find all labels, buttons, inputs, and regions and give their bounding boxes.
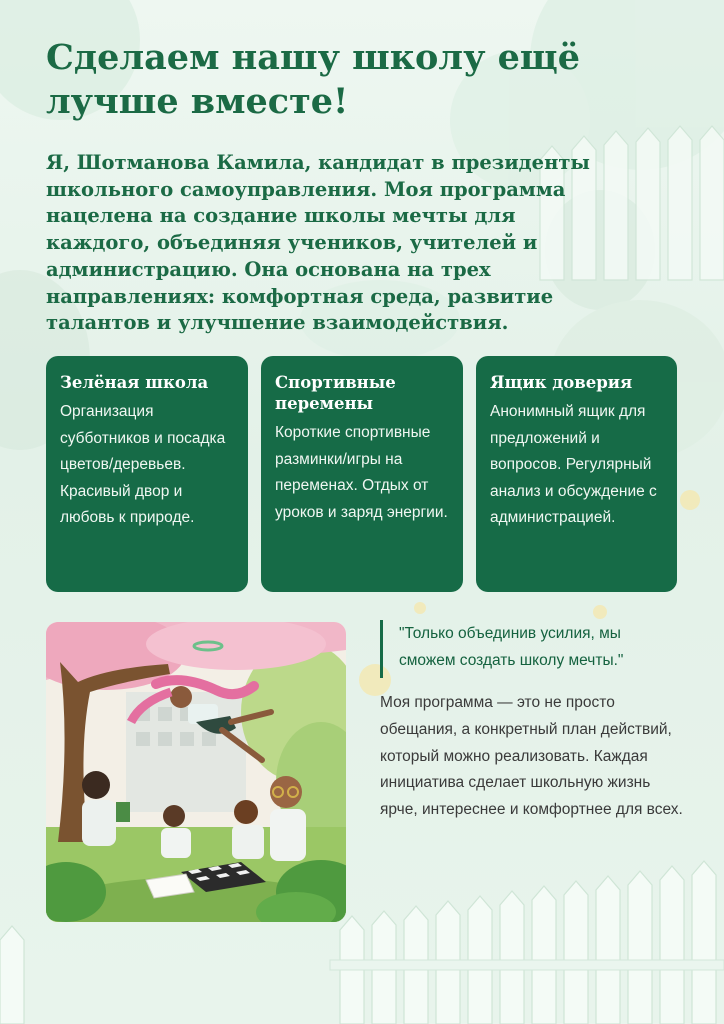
card-title: Ящик доверия [490, 373, 633, 392]
quote-text: "Только объединив усилия, мы сможем создать школу мечты." [399, 625, 624, 669]
card-title: Спортивные перемены [275, 373, 396, 413]
card-title: Зелёная школа [60, 373, 209, 392]
students-under-tree-illustration [46, 622, 346, 922]
quote-block [380, 620, 680, 678]
card-text: Организация субботников и посадка цветов/деревьев. Красивый двор и любовь к природе. [60, 403, 226, 526]
card-text: Анонимный ящик для предложений и вопросов. Регулярный анализ и обсуждение с администрацией. [490, 403, 657, 526]
card-green-school [46, 356, 248, 592]
page-title: Сделаем нашу школу ещё лучше вместе! [46, 37, 581, 122]
program-summary: Моя программа — это не просто обещания, а конкретный план действий, который можно реализовать. Каждая инициатива сделает школьную жизнь ярче, интереснее и комфортнее для всех. [380, 694, 683, 819]
card-trust-box [476, 356, 677, 592]
card-text: Короткие спортивные разминки/игры на переменах. Отдых от уроков и заряд энергии. [275, 424, 448, 521]
intro-paragraph: Я, Шотманова Камила, кандидат в президенты школьного самоуправления. Моя программа нацелена на создание школы мечты для каждого, объединяя учеников, учителей и администрацию. Она основана на трех направлениях: комфортная среда, развитие талантов и улучшение взаимодействия. [46, 151, 590, 335]
card-sport-breaks [261, 356, 463, 592]
